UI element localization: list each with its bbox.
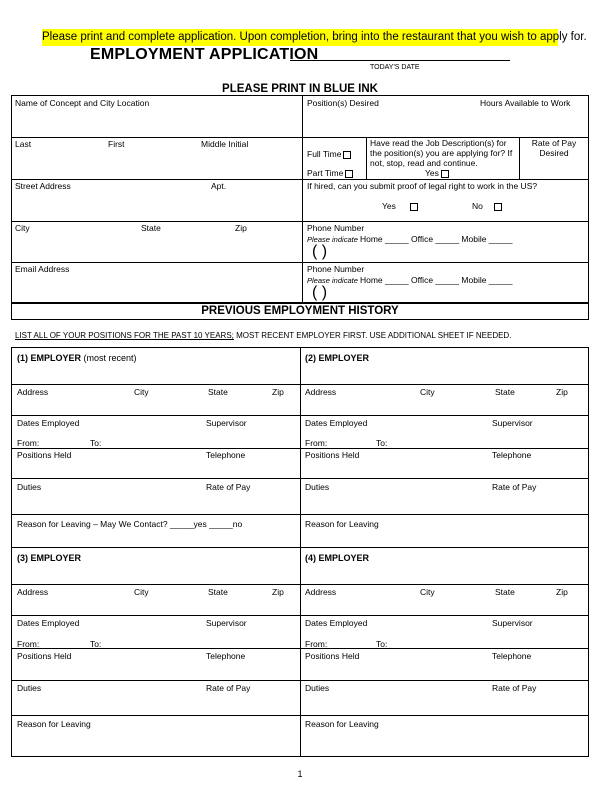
phone-area-code[interactable]: ( ) [312,243,328,260]
employer-3-city-label: City [134,587,149,597]
employer-1-telephone-label: Telephone [206,450,246,460]
employer-3-supervisor-label: Supervisor [206,618,247,628]
employer-2-dates-label: Dates Employed [305,418,368,428]
employer-1-heading: (1) EMPLOYER (most recent) [17,353,137,363]
first-name-label: First [108,139,125,149]
employer-3-state-label: State [208,587,228,597]
history-instructions: LIST ALL OF YOUR POSITIONS FOR THE PAST 10 YEARS; MOST RECENT EMPLOYER FIRST. USE ADDITIONAL SHEET IF NEEDED. [15,331,512,340]
employer-1-address-label: Address [17,387,49,397]
alt-phone-area-code[interactable]: ( ) [312,284,328,301]
employer-2-positions-label: Positions Held [305,450,360,460]
job-description-question: Have read the Job Description(s) for the position(s) you are applying for? If not, stop, read and continue. [370,138,513,168]
employer-4-state-label: State [495,587,515,597]
employer-3-telephone-label: Telephone [206,651,246,661]
street-address-label: Street Address [15,181,71,191]
employer-1-from-label: From: [17,438,40,448]
email-label: Email Address [15,264,70,274]
employer-4-city-label: City [420,587,435,597]
employer-1-dates-label: Dates Employed [17,418,80,428]
employer-2-reason-label: Reason for Leaving [305,519,379,529]
alt-phone-type-line: Please indicate Home _____ Office _____ Mobile _____ [307,275,513,285]
todays-date-field[interactable] [290,60,510,61]
employer-1-zip-label: Zip [272,387,284,397]
apt-label: Apt. [211,181,227,191]
employer-3-to-label: To: [90,639,102,649]
employer-3-address-label: Address [17,587,49,597]
legal-no-checkbox[interactable] [494,203,502,211]
phone-label: Phone Number [307,223,365,233]
job-description-yes-checkbox[interactable] [441,170,449,178]
applicant-info-box [11,95,589,303]
state-label: State [141,223,161,233]
employer-4-zip-label: Zip [556,587,568,597]
rate-desired-label: Rate of Pay Desired [531,138,577,158]
legal-yes-option[interactable]: Yes [382,201,418,211]
employer-2-rate-label: Rate of Pay [492,482,537,492]
employer-2-state-label: State [495,387,515,397]
employer-2-heading: (2) EMPLOYER [305,353,370,363]
employer-3-from-label: From: [17,639,40,649]
employer-3-zip-label: Zip [272,587,284,597]
employer-4-reason-label: Reason for Leaving [305,719,379,729]
employer-2-city-label: City [420,387,435,397]
city-label: City [15,223,30,233]
employer-4-telephone-label: Telephone [492,651,532,661]
part-time-checkbox[interactable] [345,170,353,178]
job-description-yes[interactable]: Yes [425,168,449,178]
legal-yes-checkbox[interactable] [410,203,418,211]
part-time-option[interactable]: Part Time [307,168,353,178]
legal-no-option[interactable]: No [472,201,502,211]
employer-3-rate-label: Rate of Pay [206,683,251,693]
employer-4-heading: (4) EMPLOYER [305,553,370,563]
full-time-option[interactable]: Full Time [307,149,351,159]
employer-4-rate-label: Rate of Pay [492,683,537,693]
full-time-checkbox[interactable] [343,151,351,159]
hours-available-label: Hours Available to Work [480,98,571,108]
employer-3-dates-label: Dates Employed [17,618,80,628]
employer-2-zip-label: Zip [556,387,568,397]
employer-2-from-label: From: [305,438,328,448]
employer-1-positions-label: Positions Held [17,450,72,460]
last-name-label: Last [15,139,32,149]
employer-1-rate-label: Rate of Pay [206,482,251,492]
employer-2-telephone-label: Telephone [492,450,532,460]
employer-3-duties-label: Duties [17,683,42,693]
employer-3-heading: (3) EMPLOYER [17,553,82,563]
employer-4-to-label: To: [376,639,388,649]
print-heading: PLEASE PRINT IN BLUE INK [222,83,378,95]
phone-type-line: Please indicate Home _____ Office _____ Mobile _____ [307,234,513,244]
middle-initial-label: Middle Initial [201,139,249,149]
zip-label: Zip [235,223,247,233]
employer-1-state-label: State [208,387,228,397]
employer-4-positions-label: Positions Held [305,651,360,661]
history-heading: PREVIOUS EMPLOYMENT HISTORY [201,305,399,317]
employer-1-duties-label: Duties [17,482,42,492]
position-desired-label: Position(s) Desired [307,98,379,108]
employer-3-positions-label: Positions Held [17,651,72,661]
employer-2-supervisor-label: Supervisor [492,418,533,428]
center-divider [302,95,303,303]
employer-1-reason-label: Reason for Leaving – May We Contact? _____yes _____no [17,519,243,529]
employer-2-address-label: Address [305,387,337,397]
employer-4-address-label: Address [305,587,337,597]
employer-4-supervisor-label: Supervisor [492,618,533,628]
employer-2-to-label: To: [376,438,388,448]
employer-2-duties-label: Duties [305,482,330,492]
form-title: EMPLOYMENT APPLICATION [90,46,319,63]
todays-date-label: TODAY'S DATE [370,64,420,71]
employer-1-supervisor-label: Supervisor [206,418,247,428]
employer-4-from-label: From: [305,639,328,649]
alt-phone-label: Phone Number [307,264,365,274]
employer-1-to-label: To: [90,438,102,448]
employer-3-reason-label: Reason for Leaving [17,719,91,729]
legal-right-question: If hired, can you submit proof of legal right to work in the US? [307,181,538,191]
employer-4-dates-label: Dates Employed [305,618,368,628]
page-number: 1 [297,769,303,779]
employer-4-duties-label: Duties [305,683,330,693]
concept-label: Name of Concept and City Location [15,98,150,108]
instruction-banner: Please print and complete application. Upon completion, bring into the restaurant that you wish to apply for. [42,29,558,46]
employer-1-city-label: City [134,387,149,397]
